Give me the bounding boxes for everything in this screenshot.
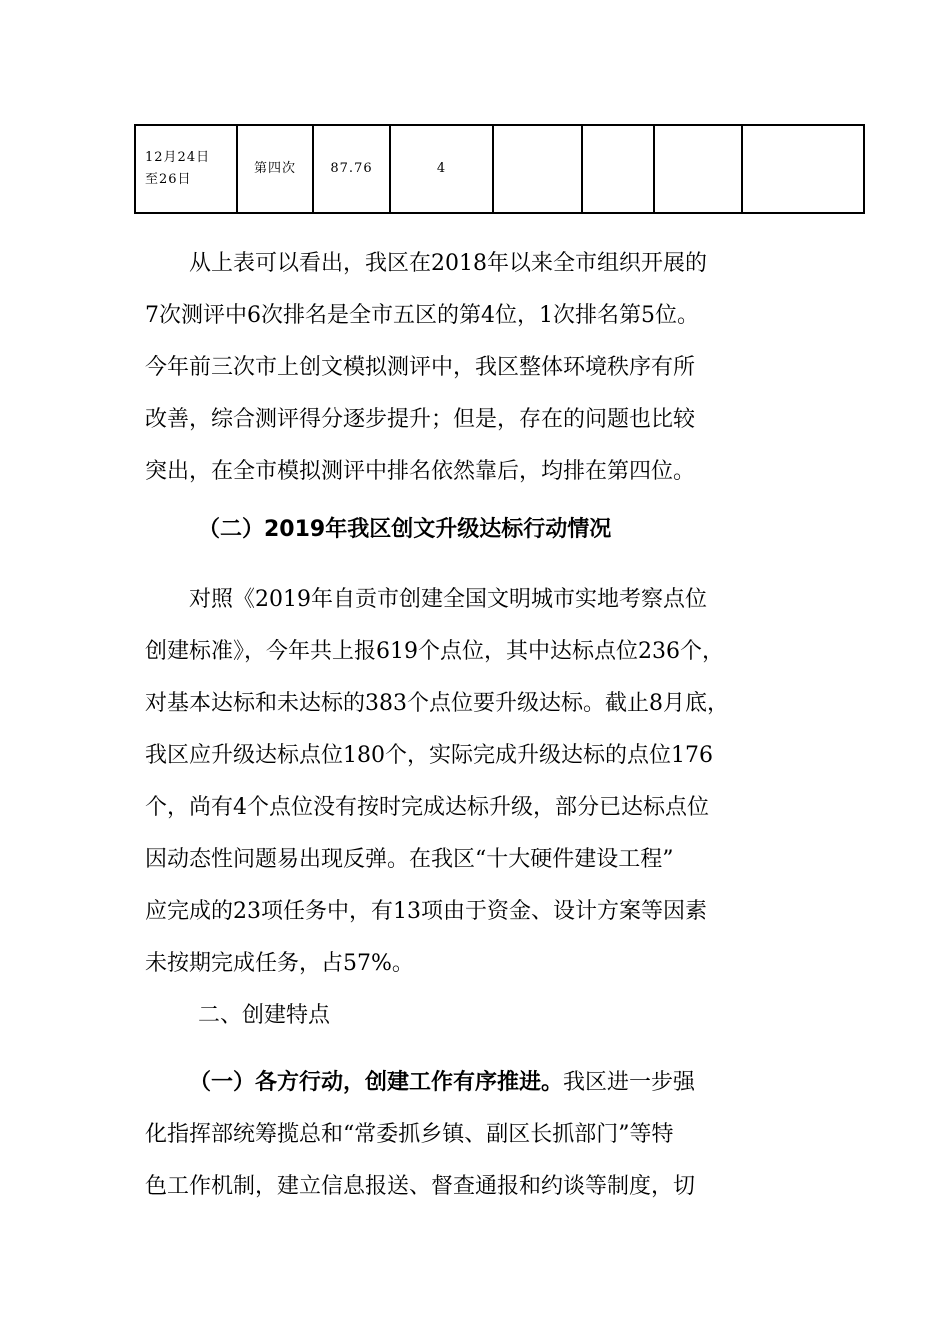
paragraph-line: 化指挥部统筹揽总和“常委抓乡镇、副区长抓部门”等特 bbox=[145, 1122, 674, 1147]
paragraph-line: 色工作机制，建立信息报送、督查通报和约谈等制度，切 bbox=[145, 1174, 696, 1199]
empty-cell-3 bbox=[654, 125, 742, 213]
paragraph-line bbox=[145, 1057, 835, 1109]
empty-cell-4 bbox=[742, 125, 864, 213]
paragraph-line: 7次测评中6次排名是全市五区的第4位，1次排名第5位。 bbox=[145, 303, 699, 328]
empty-cell-2 bbox=[582, 125, 654, 213]
date-line-2: 至26日 bbox=[145, 172, 192, 187]
paragraph-line: 改善，综合测评得分逐步提升；但是，存在的问题也比较 bbox=[145, 407, 696, 432]
paragraph-3 bbox=[145, 1057, 835, 1213]
section-heading: 二、创建特点 bbox=[198, 1003, 331, 1028]
date-line-1: 12月24日 bbox=[145, 150, 211, 165]
paragraph-lead-bold: （一）各方行动，创建工作有序推进。 bbox=[189, 1070, 564, 1095]
score-table bbox=[134, 124, 865, 214]
paragraph-line: 未按期完成任务，占57%。 bbox=[145, 951, 414, 976]
rank-cell: 4 bbox=[390, 125, 493, 213]
paragraph-2 bbox=[145, 574, 835, 990]
paragraph-lead-rest: 我区进一步强 bbox=[563, 1070, 696, 1095]
score-cell: 87.76 bbox=[313, 125, 390, 213]
paragraph-line: 我区应升级达标点位180个，实际完成升级达标的点位176 bbox=[145, 743, 713, 768]
paragraph-line: 创建标准》，今年共上报619个点位，其中达标点位236个， bbox=[145, 639, 724, 664]
date-cell bbox=[135, 125, 237, 213]
paragraph-line: 对照《2019年自贡市创建全国文明城市实地考察点位 bbox=[189, 587, 707, 612]
paragraph-line: 今年前三次市上创文模拟测评中，我区整体环境秩序有所 bbox=[145, 355, 696, 380]
table-row bbox=[135, 125, 864, 213]
paragraph-1 bbox=[145, 238, 835, 498]
subsection-heading: （二）2019年我区创文升级达标行动情况 bbox=[198, 517, 612, 542]
paragraph-line: 对基本达标和未达标的383个点位要升级达标。截止8月底， bbox=[145, 691, 729, 716]
paragraph-line: 应完成的23项任务中，有13项由于资金、设计方案等因素 bbox=[145, 899, 707, 924]
paragraph-line: 因动态性问题易出现反弹。在我区“十大硬件建设工程” bbox=[145, 847, 674, 872]
empty-cell-1 bbox=[493, 125, 582, 213]
paragraph-line: 个，尚有4个点位没有按时完成达标升级，部分已达标点位 bbox=[145, 795, 709, 820]
paragraph-line: 从上表可以看出，我区在2018年以来全市组织开展的 bbox=[189, 251, 707, 276]
round-cell: 第四次 bbox=[237, 125, 313, 213]
paragraph-line: 突出，在全市模拟测评中排名依然靠后，均排在第四位。 bbox=[145, 459, 696, 484]
